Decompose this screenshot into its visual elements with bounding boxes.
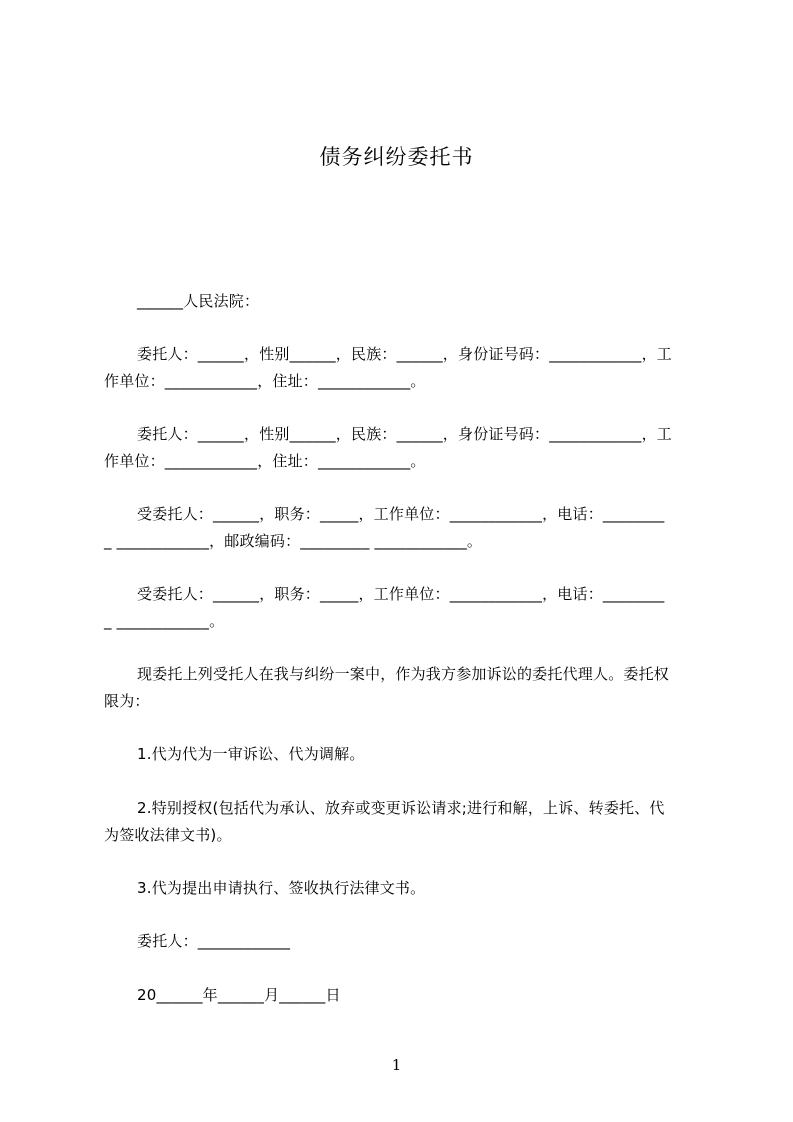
statement-line-1: 现委托上列受托人在我与纠纷一案中，作为我方参加诉讼的委托代理人。委托权: [137, 665, 670, 683]
date-line: 20______年______月______日: [137, 986, 341, 1004]
statement-line-2: 限为：: [104, 692, 150, 710]
agent-1-line-2: _ ____________，邮政编码：_________ ____________。: [104, 532, 483, 550]
addressee: ______人民法院：: [137, 292, 260, 310]
authority-item-2-line-2: 为签收法律文书)。: [104, 826, 232, 844]
agent-2-line-1: 受委托人：______，职务：_____，工作单位：____________，电话：________: [137, 585, 665, 603]
authority-item-2-line-1: 2.特别授权(包括代为承认、放弃或变更诉讼请求;进行和解，上诉、转委托、代: [137, 799, 665, 817]
agent-1-line-1: 受委托人：______，职务：_____，工作单位：____________，电话：________: [137, 505, 665, 523]
agent-2-line-2: _ ____________。: [104, 612, 225, 630]
page-number: 1: [391, 1056, 402, 1074]
principal-1-line-1: 委托人：______，性别______，民族：______，身份证号码：____________，工: [137, 345, 673, 363]
authority-item-1: 1.代为代为一审诉讼、代为调解。: [137, 745, 365, 763]
principal-1-line-2: 作单位：____________，住址：____________。: [104, 372, 426, 390]
principal-2-line-1: 委托人：______，性别______，民族：______，身份证号码：____________，工: [137, 425, 673, 443]
document-title: 债务纠纷委托书: [319, 145, 474, 169]
signature-line: 委托人：____________: [137, 932, 291, 950]
principal-2-line-2: 作单位：____________，住址：____________。: [104, 452, 426, 470]
authority-item-3: 3.代为提出申请执行、签收执行法律文书。: [137, 879, 426, 897]
